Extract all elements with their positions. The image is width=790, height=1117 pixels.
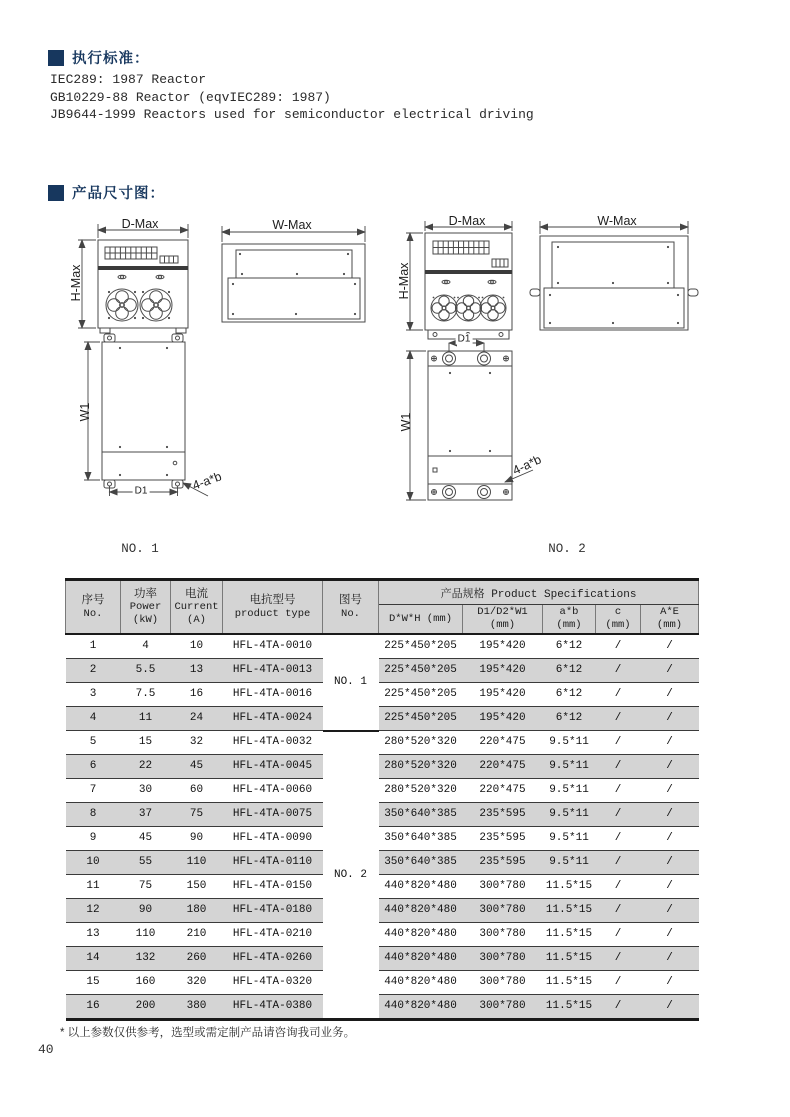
cell-c: /: [596, 851, 641, 875]
cell-power: 55: [121, 851, 171, 875]
cell-current: 16: [171, 683, 223, 707]
cell-figure: NO. 2: [323, 731, 379, 1020]
figure2-dmax-label: D-Max: [448, 214, 486, 228]
col-header-current-zh: 电流: [185, 587, 208, 600]
cell-figure: NO. 1: [323, 634, 379, 731]
col-header-d1w1-line1: D1/D2*W1: [477, 606, 528, 618]
cell-ae: /: [641, 923, 699, 947]
cell-d1w1: 220*475: [463, 779, 543, 803]
cell-current: 210: [171, 923, 223, 947]
cell-ab: 11.5*15: [543, 899, 596, 923]
spec-table-body: [66, 634, 699, 1020]
cell-c: /: [596, 827, 641, 851]
cell-d1w1: 235*595: [463, 827, 543, 851]
cell-type: HFL-4TA-0045: [223, 755, 323, 779]
cell-no: 6: [66, 755, 121, 779]
table-row: [66, 947, 699, 971]
figure2-hole-note: 4-a*b: [510, 452, 544, 478]
spec-table-header: [66, 580, 699, 635]
table-row: [66, 634, 699, 659]
figure1-side-view-drawing: [212, 218, 372, 330]
cell-current: 150: [171, 875, 223, 899]
cell-c: /: [596, 659, 641, 683]
cell-no: 4: [66, 707, 121, 731]
cell-no: 13: [66, 923, 121, 947]
col-header-d1w1-line2: (mm): [489, 619, 516, 632]
col-header-no-zh: 序号: [81, 594, 105, 607]
spec-table: [65, 578, 699, 1021]
cell-current: 320: [171, 971, 223, 995]
cell-ab: 9.5*11: [543, 731, 596, 755]
cell-c: /: [596, 755, 641, 779]
cell-ae: /: [641, 755, 699, 779]
cell-type: HFL-4TA-0016: [223, 683, 323, 707]
cell-current: 24: [171, 707, 223, 731]
cell-power: 75: [121, 875, 171, 899]
cell-current: 380: [171, 995, 223, 1020]
standard-item: IEC289: 1987 Reactor: [50, 72, 207, 87]
cell-no: 12: [66, 899, 121, 923]
table-row: [66, 683, 699, 707]
figure1-hmax-label: H-Max: [69, 264, 83, 302]
cell-dwh: 440*820*480: [379, 875, 463, 899]
cell-ab: 11.5*15: [543, 923, 596, 947]
cell-dwh: 350*640*385: [379, 827, 463, 851]
table-row: [66, 803, 699, 827]
table-row: [66, 659, 699, 683]
cell-c: /: [596, 923, 641, 947]
cell-type: HFL-4TA-0150: [223, 875, 323, 899]
cell-c: /: [596, 947, 641, 971]
cell-dwh: 350*640*385: [379, 851, 463, 875]
col-header-dwh: [379, 605, 463, 635]
cell-dwh: 225*450*205: [379, 634, 463, 659]
col-header-current-unit: (A): [187, 614, 206, 627]
col-header-type-en: product type: [234, 607, 311, 620]
cell-power: 30: [121, 779, 171, 803]
cell-ae: /: [641, 731, 699, 755]
table-row: [66, 971, 699, 995]
cell-ab: 9.5*11: [543, 803, 596, 827]
cell-current: 32: [171, 731, 223, 755]
cell-d1w1: 195*420: [463, 659, 543, 683]
table-row: [66, 899, 699, 923]
table-row: [66, 923, 699, 947]
cell-power: 11: [121, 707, 171, 731]
cell-current: 260: [171, 947, 223, 971]
cell-ab: 6*12: [543, 634, 596, 659]
col-header-fig-zh: 图号: [339, 594, 362, 607]
col-header-type: [223, 580, 323, 635]
cell-d1w1: 235*595: [463, 851, 543, 875]
cell-dwh: 280*520*320: [379, 731, 463, 755]
cell-no: 1: [66, 634, 121, 659]
cell-d1w1: 220*475: [463, 755, 543, 779]
figure1-wmax-label: W-Max: [272, 218, 312, 232]
cell-current: 45: [171, 755, 223, 779]
cell-d1w1: 235*595: [463, 803, 543, 827]
table-row: [66, 731, 699, 755]
cell-power: 15: [121, 731, 171, 755]
cell-type: HFL-4TA-0010: [223, 634, 323, 659]
cell-current: 110: [171, 851, 223, 875]
cell-power: 132: [121, 947, 171, 971]
col-header-c-line1: c: [614, 606, 622, 618]
col-header-ab: [543, 605, 596, 635]
col-header-ae-line1: A*E: [660, 606, 679, 618]
cell-c: /: [596, 683, 641, 707]
cell-no: 15: [66, 971, 121, 995]
cell-d1w1: 195*420: [463, 707, 543, 731]
col-header-spec-group: 产品规格 Product Specifications: [379, 580, 699, 605]
col-header-fig: [323, 580, 379, 635]
cell-type: HFL-4TA-0013: [223, 659, 323, 683]
figure1-front-view-drawing: [72, 218, 190, 334]
cell-c: /: [596, 707, 641, 731]
cell-d1w1: 300*780: [463, 875, 543, 899]
cell-dwh: 350*640*385: [379, 803, 463, 827]
col-header-ab-line1: a*b: [559, 606, 579, 618]
cell-no: 14: [66, 947, 121, 971]
cell-dwh: 440*820*480: [379, 923, 463, 947]
table-row: [66, 779, 699, 803]
figure2-side-view-drawing: [528, 210, 700, 342]
cell-power: 45: [121, 827, 171, 851]
cell-type: HFL-4TA-0060: [223, 779, 323, 803]
cell-ae: /: [641, 827, 699, 851]
cell-type: HFL-4TA-0320: [223, 971, 323, 995]
cell-ab: 9.5*11: [543, 755, 596, 779]
cell-dwh: 225*450*205: [379, 707, 463, 731]
cell-current: 90: [171, 827, 223, 851]
cell-d1w1: 300*780: [463, 923, 543, 947]
cell-power: 110: [121, 923, 171, 947]
cell-power: 90: [121, 899, 171, 923]
cell-dwh: 280*520*320: [379, 779, 463, 803]
cell-type: HFL-4TA-0075: [223, 803, 323, 827]
figure1-d1-label: D1: [134, 485, 148, 497]
cell-d1w1: 300*780: [463, 947, 543, 971]
cell-type: HFL-4TA-0090: [223, 827, 323, 851]
cell-ae: /: [641, 707, 699, 731]
cell-current: 10: [171, 634, 223, 659]
standard-item: JB9644-1999 Reactors used for semiconductor electrical driving: [50, 107, 534, 122]
cell-no: 8: [66, 803, 121, 827]
table-row: [66, 827, 699, 851]
cell-type: HFL-4TA-0032: [223, 731, 323, 755]
table-row: [66, 851, 699, 875]
cell-c: /: [596, 731, 641, 755]
cell-power: 22: [121, 755, 171, 779]
cell-dwh: 440*820*480: [379, 947, 463, 971]
table-row: [66, 755, 699, 779]
figure2-front-view-drawing: [400, 210, 522, 342]
cell-ab: 11.5*15: [543, 971, 596, 995]
cell-ae: /: [641, 851, 699, 875]
cell-d1w1: 300*780: [463, 971, 543, 995]
cell-power: 37: [121, 803, 171, 827]
cell-type: HFL-4TA-0024: [223, 707, 323, 731]
cell-type: HFL-4TA-0380: [223, 995, 323, 1020]
col-header-power: [121, 580, 171, 635]
cell-d1w1: 220*475: [463, 731, 543, 755]
cell-dwh: 225*450*205: [379, 659, 463, 683]
cell-ab: 11.5*15: [543, 995, 596, 1020]
cell-dwh: 440*820*480: [379, 995, 463, 1020]
cell-power: 5.5: [121, 659, 171, 683]
dimensions-heading: [48, 182, 165, 203]
footnote: * 以上参数仅供参考，选型或需定制产品请咨询我司业务。: [60, 1027, 356, 1039]
cell-power: 160: [121, 971, 171, 995]
cell-no: 3: [66, 683, 121, 707]
cell-ae: /: [641, 995, 699, 1020]
col-header-current: [171, 580, 223, 635]
table-row: [66, 995, 699, 1020]
cell-no: 16: [66, 995, 121, 1020]
cell-c: /: [596, 995, 641, 1020]
table-row: [66, 875, 699, 899]
col-header-current-en: Current: [174, 601, 219, 614]
cell-ae: /: [641, 899, 699, 923]
cell-type: HFL-4TA-0110: [223, 851, 323, 875]
col-header-fig-en: No.: [341, 607, 360, 620]
cell-ab: 6*12: [543, 683, 596, 707]
figure2-wmax-label: W-Max: [597, 214, 637, 228]
cell-c: /: [596, 875, 641, 899]
cell-no: 9: [66, 827, 121, 851]
col-header-c: [596, 605, 641, 635]
col-header-dwh-line1: D*W*H (mm): [388, 612, 452, 625]
col-header-power-unit: (kW): [132, 614, 159, 627]
figure1-caption: NO. 1: [121, 542, 159, 556]
cell-c: /: [596, 634, 641, 659]
col-header-ae: [641, 605, 699, 635]
figure1-dmax-label: D-Max: [121, 217, 159, 231]
cell-ab: 9.5*11: [543, 851, 596, 875]
cell-current: 180: [171, 899, 223, 923]
cell-power: 7.5: [121, 683, 171, 707]
figure2-w1-label: W1: [399, 412, 413, 432]
cell-no: 5: [66, 731, 121, 755]
col-header-type-zh: 电抗型号: [249, 594, 296, 607]
figure1-w1-label: W1: [78, 402, 92, 422]
col-header-power-en: Power: [129, 601, 162, 614]
cell-ab: 11.5*15: [543, 875, 596, 899]
cell-power: 4: [121, 634, 171, 659]
section-bullet-icon: [48, 185, 64, 201]
cell-ae: /: [641, 875, 699, 899]
cell-d1w1: 195*420: [463, 683, 543, 707]
cell-ae: /: [641, 659, 699, 683]
cell-dwh: 225*450*205: [379, 683, 463, 707]
cell-ab: 11.5*15: [543, 947, 596, 971]
col-header-c-line2: (mm): [605, 619, 631, 632]
cell-c: /: [596, 899, 641, 923]
cell-c: /: [596, 803, 641, 827]
cell-current: 13: [171, 659, 223, 683]
standards-heading-text: 执行标准：: [72, 51, 150, 67]
cell-c: /: [596, 971, 641, 995]
cell-type: HFL-4TA-0210: [223, 923, 323, 947]
col-header-no-en: No.: [83, 607, 103, 620]
figure2-bottom-view-drawing: [398, 330, 563, 510]
figure2-caption: NO. 2: [548, 542, 586, 556]
cell-ab: 9.5*11: [543, 827, 596, 851]
cell-d1w1: 300*780: [463, 899, 543, 923]
cell-dwh: 440*820*480: [379, 899, 463, 923]
standards-heading: [48, 47, 150, 68]
cell-current: 60: [171, 779, 223, 803]
cell-d1w1: 300*780: [463, 995, 543, 1020]
cell-d1w1: 195*420: [463, 634, 543, 659]
figure2-d1-label: D1: [457, 333, 471, 345]
section-bullet-icon: [48, 50, 64, 66]
cell-no: 2: [66, 659, 121, 683]
cell-ae: /: [641, 971, 699, 995]
cell-ae: /: [641, 634, 699, 659]
figure2-hmax-label: H-Max: [397, 262, 411, 300]
cell-ab: 6*12: [543, 659, 596, 683]
cell-no: 10: [66, 851, 121, 875]
col-header-no: [66, 580, 121, 635]
col-header-d1w1: [463, 605, 543, 635]
standard-item: GB10229-88 Reactor (eqvIEC289: 1987): [50, 90, 331, 105]
cell-dwh: 440*820*480: [379, 971, 463, 995]
cell-ab: 9.5*11: [543, 779, 596, 803]
col-header-ab-line2: (mm): [556, 619, 582, 632]
cell-power: 200: [121, 995, 171, 1020]
cell-ab: 6*12: [543, 707, 596, 731]
cell-type: HFL-4TA-0260: [223, 947, 323, 971]
cell-dwh: 280*520*320: [379, 755, 463, 779]
page-number: 40: [38, 1042, 54, 1057]
figure1-hole-note: 4-a*b: [190, 469, 224, 493]
cell-c: /: [596, 779, 641, 803]
cell-type: HFL-4TA-0180: [223, 899, 323, 923]
dimensions-heading-text: 产品尺寸图：: [72, 186, 165, 202]
col-header-power-zh: 功率: [134, 587, 157, 600]
cell-current: 75: [171, 803, 223, 827]
cell-ae: /: [641, 683, 699, 707]
cell-no: 7: [66, 779, 121, 803]
cell-no: 11: [66, 875, 121, 899]
cell-ae: /: [641, 779, 699, 803]
cell-ae: /: [641, 803, 699, 827]
table-row: [66, 707, 699, 731]
col-header-ae-line2: (mm): [656, 619, 683, 632]
cell-ae: /: [641, 947, 699, 971]
